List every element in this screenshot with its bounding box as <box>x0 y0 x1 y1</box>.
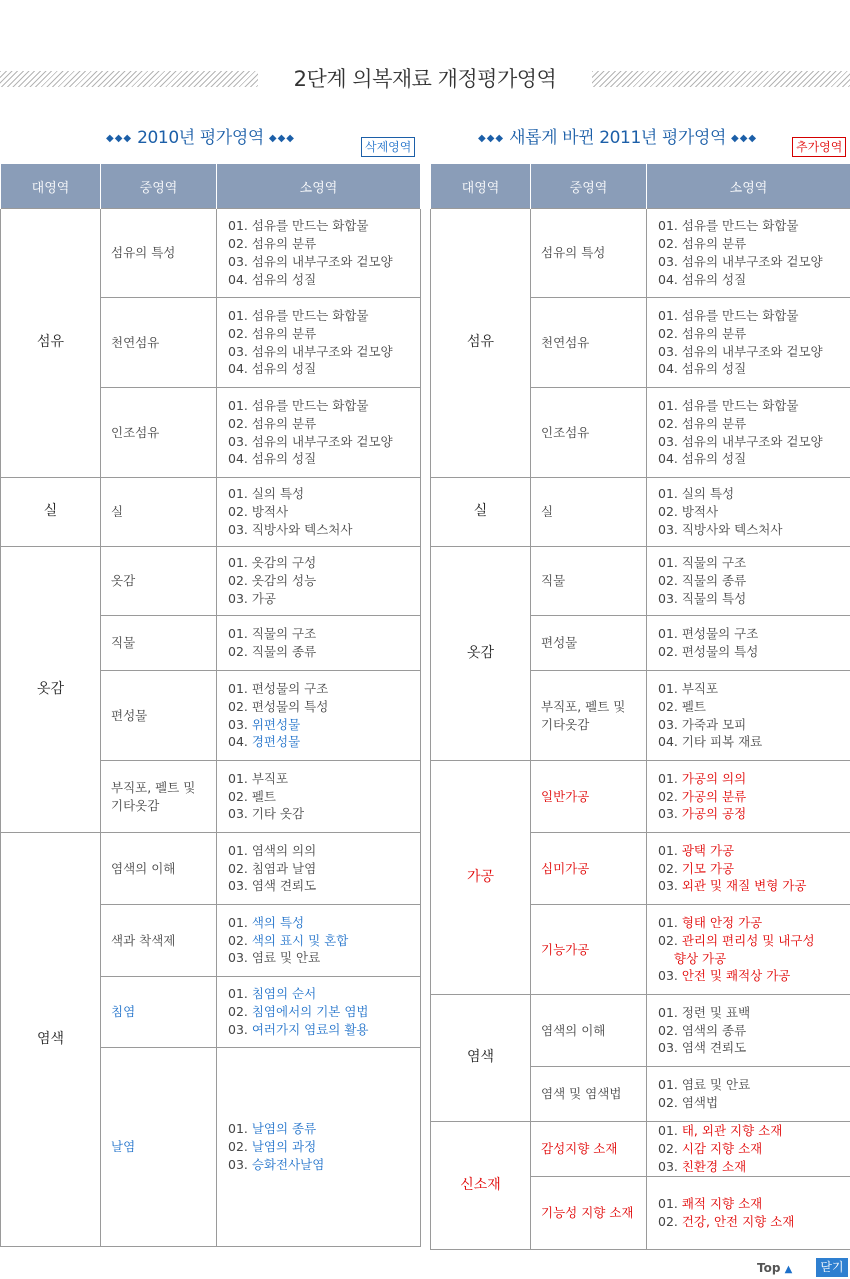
minor-area-cell <box>647 478 850 547</box>
minor-area-item <box>658 360 840 378</box>
major-area-cell: 섬유 <box>1 209 101 478</box>
item-text: 04. 섬유의 성질 <box>228 451 317 467</box>
item-text: 02. 섬유의 분류 <box>658 415 747 431</box>
minor-area-item <box>658 1022 840 1040</box>
table-row <box>431 547 850 616</box>
major-area-cell: 섬유 <box>431 209 531 478</box>
table-header-row <box>1 164 421 209</box>
minor-area-cell <box>217 761 421 833</box>
item-text: 02. 방적사 <box>228 504 289 520</box>
table-row <box>431 761 850 833</box>
minor-area-item <box>658 343 840 361</box>
mid-area-cell: 일반가공 <box>531 761 647 833</box>
item-number: 04. <box>228 734 252 750</box>
table-row <box>1 833 421 905</box>
minor-area-item <box>658 950 840 968</box>
minor-area-cell <box>647 833 850 905</box>
table-row <box>1 209 421 298</box>
mid-area-cell: 기능가공 <box>531 905 647 995</box>
evaluation-table-2010 <box>0 164 421 1247</box>
item-text: 04. 섬유의 성질 <box>658 361 747 377</box>
minor-area-item <box>658 716 840 734</box>
table-row <box>1 478 421 547</box>
item-text: 03. 섬유의 내부구조와 겉모양 <box>228 254 393 269</box>
item-text: 광택 가공 <box>681 842 735 858</box>
minor-area-cell <box>217 833 421 905</box>
item-number: 01. <box>228 1121 252 1137</box>
major-area-cell: 옷감 <box>431 547 531 761</box>
minor-area-item <box>658 1076 840 1094</box>
item-text: 03. 직물의 특성 <box>658 590 747 606</box>
mid-area-cell: 염색 및 염색법 <box>531 1067 647 1122</box>
minor-area-cell <box>217 977 421 1048</box>
item-text: 03. 섬유의 내부구조와 겉모양 <box>658 254 823 269</box>
section-title-2011 <box>478 126 757 151</box>
minor-area-cell <box>647 547 850 616</box>
minor-area-item <box>658 521 840 539</box>
deleted-area-badge: 삭제영역 <box>361 137 415 157</box>
item-number: 01. <box>658 1196 682 1212</box>
minor-area-item <box>228 733 410 751</box>
item-text: 03. 염색 견뢰도 <box>658 1040 747 1056</box>
minor-area-item <box>658 967 840 985</box>
minor-area-item <box>658 235 840 253</box>
item-number: 02. <box>658 932 682 948</box>
item-number: 03. <box>658 1158 682 1174</box>
mid-area-cell: 실 <box>101 478 217 547</box>
mid-area-cell: 옷감 <box>101 547 217 616</box>
item-text: 외관 및 재질 변형 가공 <box>681 878 807 894</box>
major-area-cell: 실 <box>1 478 101 547</box>
item-text: 친환경 소재 <box>681 1158 747 1174</box>
major-area-cell: 염색 <box>1 833 101 1247</box>
minor-area-cell <box>217 547 421 616</box>
minor-area-item <box>658 1122 840 1140</box>
item-text: 03. 섬유의 내부구조와 겉모양 <box>228 343 393 359</box>
item-text: 03. 가공 <box>228 590 277 606</box>
header-mid-area: 중영역 <box>531 164 647 209</box>
minor-area-item <box>228 842 410 860</box>
added-area-badge: 추가영역 <box>792 137 846 157</box>
minor-area-cell <box>647 388 850 478</box>
section-heading-text: 새롭게 바뀐 2011년 평가영역 <box>509 128 726 148</box>
item-text: 색의 특성 <box>251 914 305 930</box>
minor-area-cell <box>647 671 850 761</box>
item-text: 01. 염료 및 안료 <box>658 1077 751 1093</box>
item-number: 01. <box>228 914 252 930</box>
mid-area-cell: 편성물 <box>531 616 647 671</box>
item-text: 기모 가공 <box>681 860 735 876</box>
minor-area-item <box>228 1138 410 1156</box>
item-text: 03. 가죽과 모피 <box>658 716 747 732</box>
mid-area-cell: 섬유의 특성 <box>101 209 217 298</box>
section-heading-text: 2010년 평가영역 <box>137 128 264 148</box>
item-text: 위편성물 <box>251 716 301 732</box>
mid-area-cell: 염색의 이해 <box>101 833 217 905</box>
table-row <box>431 209 850 298</box>
item-text: 01. 섬유를 만드는 화합물 <box>228 218 369 234</box>
item-text: 02. 섬유의 분류 <box>658 236 747 252</box>
item-text: 01. 섬유를 만드는 화합물 <box>658 307 799 323</box>
item-text: 가공의 분류 <box>681 788 747 804</box>
minor-area-item <box>658 914 840 932</box>
item-text: 02. 섬유의 분류 <box>228 325 317 341</box>
minor-area-item <box>228 271 410 289</box>
item-text: 01. 실의 특성 <box>228 486 305 502</box>
diamond-icon: ◆◆◆ <box>106 133 133 144</box>
minor-area-item <box>658 590 840 608</box>
minor-area-item <box>228 949 410 967</box>
minor-area-item <box>658 271 840 289</box>
item-text: 01. 섬유를 만드는 화합물 <box>658 218 799 234</box>
mid-area-cell: 색과 착색제 <box>101 905 217 977</box>
minor-area-item <box>658 805 840 823</box>
minor-area-item <box>228 503 410 521</box>
minor-area-item <box>658 485 840 503</box>
minor-area-item <box>228 554 410 572</box>
minor-area-item <box>658 554 840 572</box>
item-text: 03. 섬유의 내부구조와 겉모양 <box>658 343 823 359</box>
item-text: 안전 및 쾌적상 가공 <box>681 968 791 984</box>
page-header <box>0 62 850 96</box>
minor-area-item <box>228 1156 410 1174</box>
item-number: 01. <box>658 842 682 858</box>
minor-area-item <box>228 572 410 590</box>
item-text: 02. 섬유의 분류 <box>658 325 747 341</box>
evaluation-table-2011 <box>430 164 850 1250</box>
item-text: 03. 염료 및 안료 <box>228 950 321 966</box>
item-text: 03. 직방사와 텍스처사 <box>658 521 783 537</box>
minor-area-item <box>228 860 410 878</box>
minor-area-item <box>228 433 410 451</box>
minor-area-item <box>228 1120 410 1138</box>
header-major-area: 대영역 <box>431 164 531 209</box>
minor-area-item <box>228 450 410 468</box>
item-text: 01. 실의 특성 <box>658 486 735 502</box>
item-text: 01. 부직포 <box>228 770 289 786</box>
diamond-icon: ◆◆◆ <box>268 133 295 144</box>
item-number: 02. <box>228 1004 252 1020</box>
item-text: 04. 섬유의 성질 <box>658 271 747 287</box>
mid-area-cell: 실 <box>531 478 647 547</box>
item-number: 03. <box>658 878 682 894</box>
minor-area-item <box>228 932 410 950</box>
item-text: 04. 섬유의 성질 <box>658 451 747 467</box>
minor-area-item <box>658 698 840 716</box>
minor-area-item <box>658 1004 840 1022</box>
minor-area-item <box>228 485 410 503</box>
mid-area-cell: 감성지향 소재 <box>531 1122 647 1177</box>
minor-area-cell <box>217 298 421 388</box>
major-area-cell: 실 <box>431 478 531 547</box>
minor-area-item <box>228 985 410 1003</box>
top-link[interactable] <box>757 1259 792 1279</box>
item-number: 03. <box>228 1156 252 1172</box>
item-text: 02. 섬유의 분류 <box>228 236 317 252</box>
item-number: 02. <box>658 1141 682 1157</box>
minor-area-cell <box>217 388 421 478</box>
header-minor-area: 소영역 <box>647 164 850 209</box>
item-text: 03. 직방사와 텍스처사 <box>228 521 353 537</box>
item-text: 날염의 종류 <box>251 1121 317 1137</box>
minor-area-item <box>228 397 410 415</box>
minor-area-item <box>228 788 410 806</box>
mid-area-cell: 인조섬유 <box>101 388 217 478</box>
table-row <box>431 1122 850 1177</box>
minor-area-item <box>658 1158 840 1176</box>
item-text: 01. 옷감의 구성 <box>228 555 317 571</box>
minor-area-cell <box>217 671 421 761</box>
item-text: 02. 염색의 종류 <box>658 1022 747 1038</box>
top-link-label: Top <box>757 1261 781 1275</box>
item-text: 04. 섬유의 성질 <box>228 271 317 287</box>
minor-area-cell <box>647 1067 850 1122</box>
minor-area-item <box>228 217 410 235</box>
mid-area-cell: 부직포, 펠트 및 기타옷감 <box>531 671 647 761</box>
minor-area-item <box>228 415 410 433</box>
item-text: 02. 편성물의 특성 <box>228 698 329 714</box>
minor-area-item <box>228 253 410 271</box>
item-text: 색의 표시 및 혼합 <box>251 932 349 948</box>
minor-area-item <box>658 1140 840 1158</box>
diamond-icon: ◆◆◆ <box>731 133 758 144</box>
minor-area-item <box>228 770 410 788</box>
item-text: 건강, 안전 지향 소재 <box>681 1214 795 1229</box>
arrow-up-icon: ▲ <box>784 1264 793 1275</box>
hatch-decoration-left <box>0 71 258 87</box>
minor-area-item <box>658 433 840 451</box>
header-minor-area: 소영역 <box>217 164 421 209</box>
minor-area-item <box>228 877 410 895</box>
mid-area-cell: 직물 <box>101 616 217 671</box>
minor-area-item <box>658 842 840 860</box>
item-text: 침염의 순서 <box>251 986 317 1002</box>
item-text: 침염에서의 기본 염법 <box>251 1004 369 1020</box>
item-text: 04. 기타 피복 재료 <box>658 734 763 750</box>
minor-area-item <box>228 521 410 539</box>
diamond-icon: ◆◆◆ <box>478 133 505 144</box>
header-major-area: 대영역 <box>1 164 101 209</box>
minor-area-item <box>228 1003 410 1021</box>
item-text: 경편성물 <box>251 734 301 750</box>
mid-area-cell: 침염 <box>101 977 217 1048</box>
item-text: 03. 염색 견뢰도 <box>228 878 317 894</box>
mid-area-cell: 인조섬유 <box>531 388 647 478</box>
major-area-cell: 신소재 <box>431 1122 531 1250</box>
header-mid-area: 중영역 <box>101 164 217 209</box>
item-text: 가공의 공정 <box>681 806 747 822</box>
mid-area-cell: 심미가공 <box>531 833 647 905</box>
minor-area-item <box>658 932 840 950</box>
minor-area-cell <box>647 1122 850 1177</box>
table-header-row <box>431 164 850 209</box>
item-text: 02. 염색법 <box>658 1095 719 1110</box>
item-number: 03. <box>658 968 682 984</box>
mid-area-cell: 기능성 지향 소재 <box>531 1177 647 1250</box>
minor-area-item <box>658 733 840 751</box>
item-text: 01. 염색의 의의 <box>228 842 317 858</box>
item-number: 01. <box>228 986 252 1002</box>
minor-area-item <box>228 325 410 343</box>
minor-area-item <box>228 307 410 325</box>
minor-area-item <box>228 343 410 361</box>
mid-area-cell: 섬유의 특성 <box>531 209 647 298</box>
minor-area-item <box>228 716 410 734</box>
table-row <box>1 547 421 616</box>
item-text: 03. 기타 옷감 <box>228 806 305 822</box>
page-title: 2단계 의복재료 개정평가영역 <box>293 67 557 91</box>
minor-area-item <box>658 1094 840 1112</box>
minor-area-item <box>228 235 410 253</box>
item-text: 02. 편성물의 특성 <box>658 644 759 659</box>
minor-area-item <box>658 397 840 415</box>
item-text: 시감 지향 소재 <box>681 1141 763 1157</box>
hatch-decoration-right <box>592 71 850 87</box>
item-text: 쾌적 지향 소재 <box>681 1196 763 1212</box>
section-title-2010 <box>106 126 295 151</box>
item-text: 01. 편성물의 구조 <box>228 680 329 696</box>
minor-area-item <box>658 1039 840 1057</box>
minor-area-cell <box>647 209 850 298</box>
minor-area-item <box>658 877 840 895</box>
mid-area-cell: 직물 <box>531 547 647 616</box>
minor-area-item <box>228 914 410 932</box>
item-text: 01. 편성물의 구조 <box>658 626 759 642</box>
minor-area-item <box>658 325 840 343</box>
item-number: 03. <box>228 716 252 732</box>
minor-area-cell <box>647 1177 850 1250</box>
minor-area-item <box>658 572 840 590</box>
item-number: 01. <box>658 914 682 930</box>
item-text: 가공의 의의 <box>681 770 747 786</box>
minor-area-item <box>228 698 410 716</box>
minor-area-cell <box>217 209 421 298</box>
minor-area-cell <box>217 478 421 547</box>
minor-area-item <box>228 680 410 698</box>
item-text: 02. 방적사 <box>658 504 719 520</box>
item-text: 여러가지 염료의 활용 <box>251 1021 369 1037</box>
item-text: 승화전사날염 <box>251 1156 325 1172</box>
minor-area-cell <box>647 995 850 1067</box>
table-row <box>431 478 850 547</box>
minor-area-cell <box>647 616 850 671</box>
minor-area-item <box>658 450 840 468</box>
major-area-cell: 옷감 <box>1 547 101 833</box>
item-text: 날염의 과정 <box>251 1139 317 1155</box>
mid-area-cell: 편성물 <box>101 671 217 761</box>
mid-area-cell: 날염 <box>101 1048 217 1247</box>
item-number <box>658 951 674 966</box>
minor-area-cell <box>647 905 850 995</box>
minor-area-item <box>658 1195 840 1213</box>
item-number: 02. <box>658 1214 682 1229</box>
item-text: 01. 섬유를 만드는 화합물 <box>228 397 369 413</box>
minor-area-item <box>658 770 840 788</box>
minor-area-item <box>228 805 410 823</box>
minor-area-item <box>228 1021 410 1039</box>
item-number: 02. <box>228 932 252 948</box>
mid-area-cell: 천연섬유 <box>101 298 217 388</box>
item-text: 02. 섬유의 분류 <box>228 415 317 431</box>
close-button[interactable]: 닫기 <box>816 1258 848 1277</box>
item-number: 02. <box>228 1139 252 1155</box>
item-text: 태, 외관 지향 소재 <box>681 1123 783 1139</box>
item-number: 02. <box>658 788 682 804</box>
mid-area-cell: 천연섬유 <box>531 298 647 388</box>
minor-area-item <box>658 253 840 271</box>
minor-area-cell <box>217 616 421 671</box>
minor-area-item <box>658 217 840 235</box>
minor-area-item <box>658 643 840 661</box>
minor-area-item <box>658 415 840 433</box>
item-text: 03. 섬유의 내부구조와 겉모양 <box>658 433 823 449</box>
item-text: 01. 섬유를 만드는 화합물 <box>658 397 799 413</box>
item-text: 03. 섬유의 내부구조와 겉모양 <box>228 433 393 449</box>
item-text: 01. 직물의 구조 <box>228 626 317 642</box>
item-text: 형태 안정 가공 <box>681 914 763 930</box>
item-text: 01. 직물의 구조 <box>658 555 747 571</box>
item-text: 02. 펠트 <box>228 788 277 804</box>
major-area-cell: 염색 <box>431 995 531 1122</box>
item-text: 관리의 편리성 및 내구성 <box>681 932 815 948</box>
minor-area-item <box>228 360 410 378</box>
minor-area-item <box>658 1213 840 1231</box>
table-row <box>431 995 850 1067</box>
minor-area-cell <box>647 761 850 833</box>
item-number: 01. <box>658 1123 682 1139</box>
item-number: 03. <box>228 1021 252 1037</box>
item-text: 02. 직물의 종류 <box>228 644 317 659</box>
item-number: 02. <box>658 860 682 876</box>
minor-area-item <box>658 788 840 806</box>
item-number: 01. <box>658 770 682 786</box>
mid-area-cell: 염색의 이해 <box>531 995 647 1067</box>
minor-area-item <box>228 625 410 643</box>
item-text: 향상 가공 <box>673 950 727 966</box>
item-text: 01. 부직포 <box>658 680 719 696</box>
minor-area-item <box>658 625 840 643</box>
minor-area-cell <box>647 298 850 388</box>
minor-area-item <box>658 503 840 521</box>
minor-area-item <box>658 860 840 878</box>
mid-area-cell: 부직포, 펠트 및 기타옷감 <box>101 761 217 833</box>
minor-area-item <box>658 307 840 325</box>
minor-area-item <box>658 680 840 698</box>
item-text: 02. 펠트 <box>658 698 707 714</box>
minor-area-cell <box>217 1048 421 1247</box>
item-text: 04. 섬유의 성질 <box>228 361 317 377</box>
item-text: 02. 침염과 날염 <box>228 860 317 876</box>
item-text: 01. 정련 및 표백 <box>658 1004 751 1020</box>
major-area-cell: 가공 <box>431 761 531 995</box>
item-number: 03. <box>658 806 682 822</box>
minor-area-item <box>228 643 410 661</box>
minor-area-cell <box>217 905 421 977</box>
item-text: 02. 옷감의 성능 <box>228 573 317 589</box>
item-text: 01. 섬유를 만드는 화합물 <box>228 307 369 323</box>
minor-area-item <box>228 590 410 608</box>
item-text: 02. 직물의 종류 <box>658 573 747 589</box>
